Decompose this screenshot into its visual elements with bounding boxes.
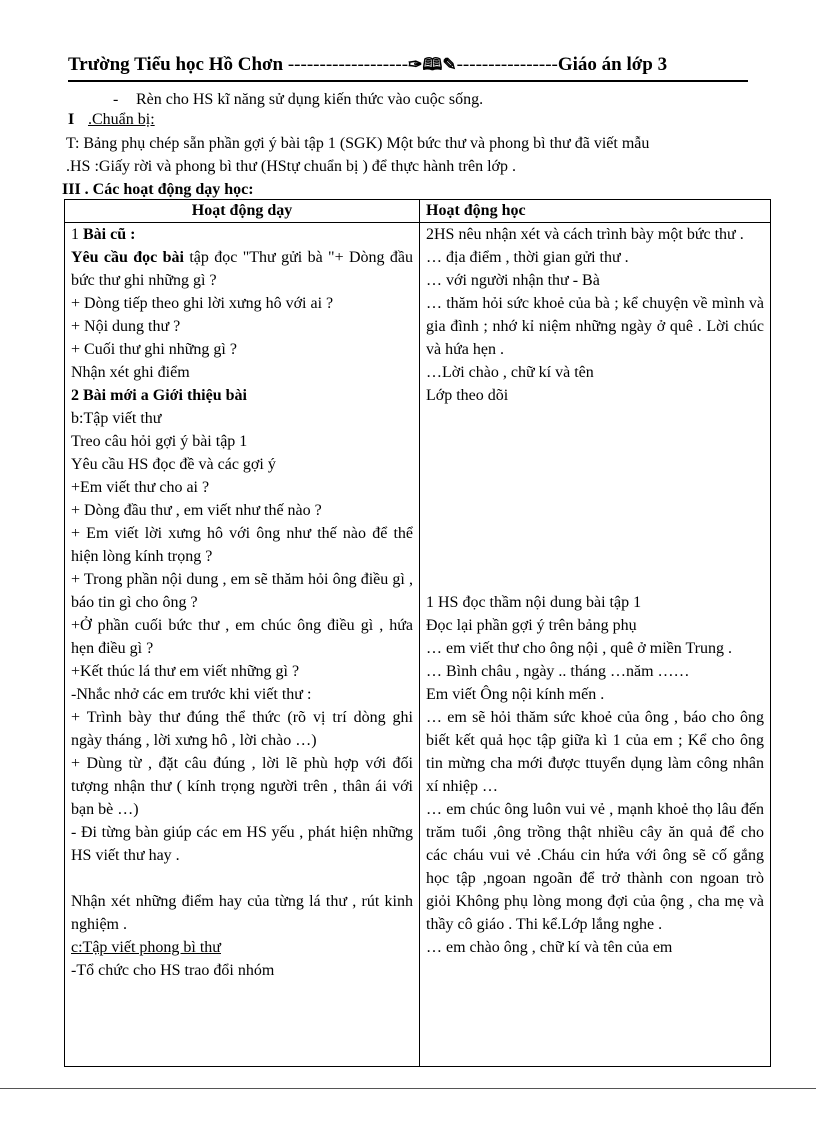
book-ornament-icon: ✑🕮✎ xyxy=(408,55,457,74)
col-header-learning: Hoạt động học xyxy=(420,200,771,223)
list-item: Nhận xét ghi điểm xyxy=(71,364,190,381)
col-header-teaching: Hoạt động dạy xyxy=(65,200,420,223)
list-item: + Trong phần nội dung , em sẽ thăm hỏi ông điều gì , báo tin gì cho ông ? xyxy=(71,571,413,611)
list-item: … em sẽ hỏi thăm sức khoẻ của ông , báo cho ông biết kết quả học tập giữa kì 1 của em ; Kể cho ông tin mừng cha mới được ttuyển dụng làm công nhân xí nhiệp … xyxy=(426,709,764,795)
grade-label: Giáo án lớp 3 xyxy=(557,54,668,75)
list-item: Treo câu hỏi gợi ý bài tập 1 xyxy=(71,433,248,450)
list-item: … với người nhận thư - Bà xyxy=(426,272,600,289)
list-item: + Dòng tiếp theo ghi lời xưng hô với ai ? xyxy=(71,295,334,312)
section1-title: .Chuẩn bị: xyxy=(88,111,155,128)
list-item: …Lời chào , chữ kí và tên xyxy=(426,364,594,381)
list-item: … thăm hỏi sức khoẻ của bà ; kể chuyện về mình và gia đình ; nhớ kỉ niệm những ngày ở quê . Lời chúc và hứa hẹn . xyxy=(426,295,764,358)
spacer xyxy=(71,867,413,890)
spacer xyxy=(426,407,764,591)
item-title: Bài cũ : xyxy=(83,226,136,243)
list-item: +Ở phần cuối bức thư , em chúc ông điều gì , hứa hẹn điều gì ? xyxy=(71,617,413,657)
list-item: … em chào ông , chữ kí và tên của em xyxy=(426,939,673,956)
list-item: … em chúc ông luôn vui vẻ , mạnh khoẻ thọ lâu đến trăm tuổi ,ông trồng thật nhiều cây ăn quả để cho các cháu vui vẻ .Cháu cin hứa với ông sẽ cố gắng học tập ,ngoan ngoãn để trở thành con ngoan trò giỏi Không phụ lòng mong đợi của ộng , cha mẹ và thầy cô giáo . Thi kể.Lớp lắng nghe . xyxy=(426,801,764,933)
list-item: Lớp theo dõi xyxy=(426,387,509,404)
list-item: - Đi từng bàn giúp các em HS yếu , phát hiện những HS viết thư hay . xyxy=(71,824,413,864)
item-text: tập đọc "Thư gửi bà "+ Dòng đầu bức thư ghi những gì ? xyxy=(71,249,413,289)
list-item: + Trình bày thư đúng thể thức (rõ vị trí dòng ghi ngày tháng , lời xưng hô , lời chào …) xyxy=(71,709,413,749)
list-item: +Kết thúc lá thư em viết những gì ? xyxy=(71,663,300,680)
school-name: Trường Tiểu học Hồ Chơn xyxy=(68,54,284,75)
prep-student: .HS :Giấy rời và phong bì thư (HStự chuẩn bị ) để thực hành trên lớp . xyxy=(66,158,516,175)
list-item: b:Tập viết thư xyxy=(71,410,162,427)
list-item: … em viết thư cho ông nội , quê ở miền Trung . xyxy=(426,640,733,657)
list-item: +Em viết thư cho ai ? xyxy=(71,479,210,496)
list-item: c:Tập viết phong bì thư xyxy=(71,939,221,956)
list-item: + Nội dung thư ? xyxy=(71,318,181,335)
page-header xyxy=(68,52,748,82)
list-item: 1 HS đọc thầm nội dung bài tập 1 xyxy=(426,594,642,611)
list-item: Đọc lại phần gợi ý trên bảng phụ xyxy=(426,617,637,634)
prep-teacher: T: Bảng phụ chép sẵn phần gợi ý bài tập 1 (SGK) Một bức thư và phong bì thư đã viết mẫu xyxy=(66,135,650,152)
list-item: -Tổ chức cho HS trao đổi nhóm xyxy=(71,962,275,979)
header-dashes-right: ---------------- xyxy=(456,54,558,75)
list-item: … Bình châu , ngày .. tháng …năm …… xyxy=(426,663,690,680)
intro-line: Rèn cho HS kĩ năng sử dụng kiến thức vào cuộc sống. xyxy=(136,91,484,108)
header-dashes-left: ------------------- xyxy=(287,54,409,75)
section3-title: III . Các hoạt động dạy học: xyxy=(62,181,254,198)
list-item: … địa điểm , thời gian gửi thư . xyxy=(426,249,629,266)
lesson-table xyxy=(64,199,771,1067)
list-item: -Nhắc nhở các em trước khi viết thư : xyxy=(71,686,312,703)
intro-bullet: - xyxy=(113,91,119,108)
item-bold: Yêu cầu đọc bài xyxy=(71,249,184,266)
list-item: Em viết Ông nội kính mến . xyxy=(426,686,605,703)
list-item: Nhận xét những điểm hay của từng lá thư , rút kinh nghiệm . xyxy=(71,893,413,933)
list-item: + Dòng đầu thư , em viết như thế nào ? xyxy=(71,502,322,519)
section1-number: I xyxy=(68,111,75,128)
teaching-activities xyxy=(65,223,420,1067)
list-item: 2 Bài mới a Giới thiệu bài xyxy=(71,387,247,404)
table-row xyxy=(65,223,771,1067)
list-item: + Em viết lời xưng hô với ông như thế nào để thể hiện lòng kính trọng ? xyxy=(71,525,413,565)
learning-activities xyxy=(420,223,771,1067)
list-item: 2HS nêu nhận xét và cách trình bày một bức thư . xyxy=(426,226,744,243)
footer-divider xyxy=(0,1088,816,1089)
list-item: Yêu cầu HS đọc đề và các gợi ý xyxy=(71,456,276,473)
list-item xyxy=(71,246,413,292)
item-number: 1 xyxy=(71,226,83,243)
list-item: + Dùng từ , đặt câu đúng , lời lẽ phù hợp với đối tượng nhận thư ( kính trọng người trên , thân ái với bạn bè …) xyxy=(71,755,413,818)
list-item xyxy=(71,223,413,246)
list-item: + Cuối thư ghi những gì ? xyxy=(71,341,237,358)
table-header-row xyxy=(65,200,771,223)
